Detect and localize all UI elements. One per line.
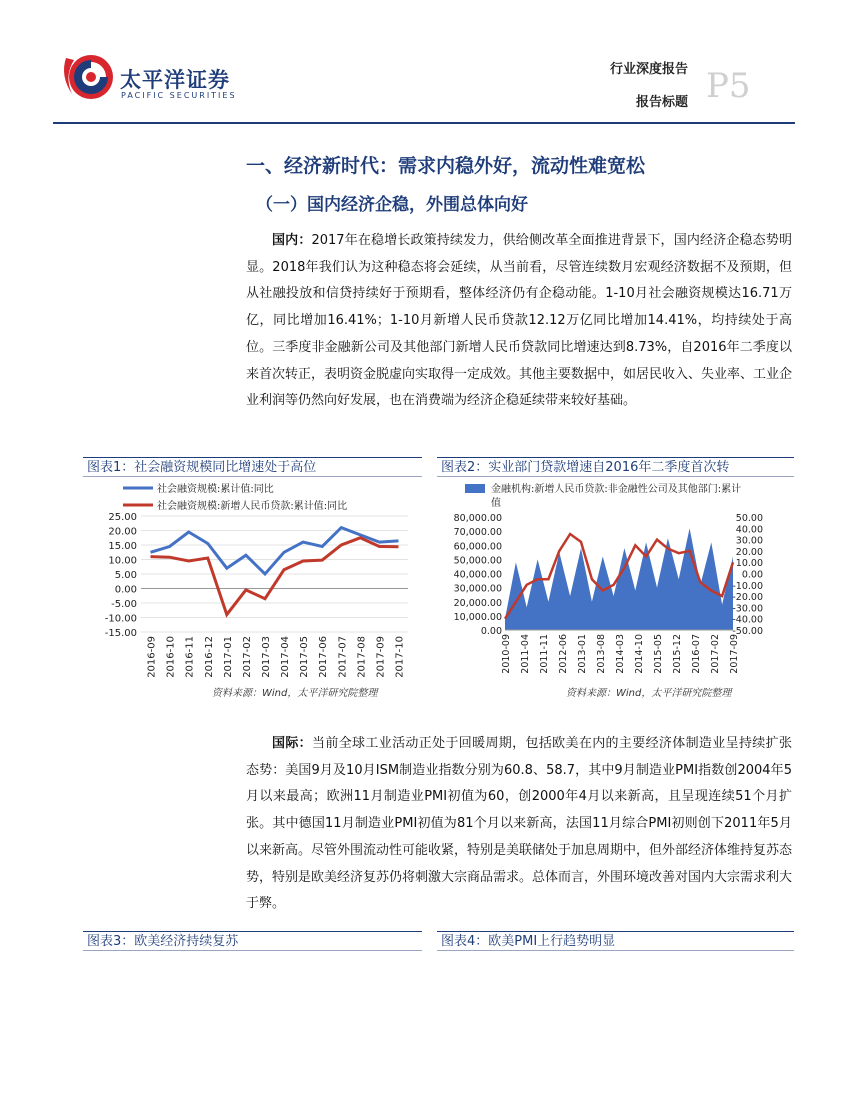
x-tick-label: 2015-05 — [653, 634, 664, 674]
chart1 — [83, 478, 422, 698]
y-tick-label: 15.00 — [108, 541, 137, 552]
y-right-tick-label: 20.00 — [735, 546, 763, 558]
paragraph-lead: 国内： — [272, 233, 312, 248]
y-left-tick-label: 50,000.00 — [453, 555, 502, 567]
x-tick-label: 2017-08 — [356, 636, 368, 678]
chart1-source: 资料来源：Wind，太平洋研究院整理 — [212, 688, 378, 699]
y-left-tick-label: 70,000.00 — [453, 527, 502, 539]
paragraph-international — [246, 731, 792, 918]
x-tick-label: 2016-09 — [146, 636, 158, 678]
y-left-tick-label: 10,000.00 — [453, 611, 502, 623]
y-right-tick-label: 10.00 — [735, 558, 763, 570]
x-tick-label: 2017-03 — [260, 636, 272, 678]
y-right-tick-label: 40.00 — [735, 524, 763, 536]
y-left-tick-label: 80,000.00 — [453, 513, 502, 524]
y-right-tick-label: -30.00 — [732, 603, 763, 615]
x-tick-label: 2016-10 — [165, 636, 177, 678]
x-tick-label: 2011-04 — [520, 634, 531, 674]
y-tick-label: 25.00 — [108, 512, 137, 523]
x-tick-label: 2013-08 — [596, 634, 607, 674]
x-tick-label: 2017-09 — [729, 634, 740, 674]
chart2 — [437, 478, 794, 698]
y-tick-label: 5.00 — [114, 570, 137, 581]
x-tick-label: 2013-01 — [577, 634, 588, 674]
x-tick-label: 2016-11 — [184, 636, 196, 678]
x-tick-label: 2017-01 — [222, 636, 234, 678]
chart1-title: 图表1：社会融资规模同比增速处于高位 — [83, 457, 422, 477]
x-tick-label: 2017-09 — [375, 636, 387, 678]
y-right-tick-label: -10.00 — [732, 580, 763, 592]
x-tick-label: 2016-12 — [203, 636, 215, 678]
x-tick-label: 2017-07 — [337, 636, 349, 678]
y-right-tick-label: 0.00 — [741, 569, 763, 581]
paragraph-text: 当前全球工业活动正处于回暖周期，包括欧美在内的主要经济体制造业呈持续扩张态势：美国9月及10月ISM制造业指数分别为60.8、58.7，其中9月制造业PMI指数创2004年5月以来最高；欧洲11月制造业PMI初值为60，创2000年4月以来新高，且呈现连续51个月扩张。其中德国11月制造业PMI初值为81个月以来新高，法国11月综合PMI初则创下2011年5月以来新高。尽管外围流动性可能收紧，特别是美联储处于加息周期中，但外部经济体维持复苏态势，特别是欧美经济复苏仍将刺激大宗商品需求。总体而言，外围环境改善对国内大宗需求利大于弊。 — [246, 736, 793, 912]
y-tick-label: -5.00 — [111, 599, 137, 610]
report-title: 报告标题 — [635, 95, 688, 110]
y-right-tick-label: 50.00 — [735, 513, 763, 524]
x-tick-label: 2015-12 — [672, 634, 683, 674]
y-tick-label: 10.00 — [108, 555, 137, 567]
legend-swatch-area — [465, 484, 485, 493]
paragraph-domestic — [246, 228, 792, 415]
y-left-tick-label: 30,000.00 — [453, 583, 502, 595]
report-type: 行业深度报告 — [609, 62, 688, 77]
company-name-en: PACIFIC SECURITIES — [121, 91, 237, 100]
chart3-title: 图表3：欧美经济持续复苏 — [83, 931, 422, 951]
y-left-tick-label: 0.00 — [480, 626, 502, 637]
x-tick-label: 2017-02 — [241, 636, 253, 678]
legend-label: 社会融资规模:累计值:同比 — [157, 484, 274, 495]
logo-mark-icon — [58, 46, 116, 106]
x-tick-label: 2011-11 — [539, 634, 550, 674]
header-divider — [53, 122, 795, 124]
y-tick-label: -15.00 — [104, 628, 137, 639]
subsection-heading: （一）国内经济企稳，外围总体向好 — [256, 195, 528, 215]
x-tick-label: 2014-03 — [615, 634, 626, 674]
company-logo — [58, 46, 116, 106]
y-right-tick-label: -20.00 — [732, 592, 763, 604]
paragraph-lead: 国际： — [272, 736, 313, 751]
legend-label: 社会融资规模:新增人民币贷款:累计值:同比 — [157, 501, 348, 512]
page-number: P5 — [706, 66, 751, 106]
series-line-blue — [151, 528, 399, 574]
chart2-title: 图表2：实业部门贷款增速自2016年二季度首次转 — [437, 457, 794, 477]
y-right-tick-label: -50.00 — [732, 626, 763, 637]
y-left-tick-label: 60,000.00 — [453, 541, 502, 553]
y-right-tick-label: 30.00 — [735, 535, 763, 547]
y-left-tick-label: 20,000.00 — [453, 597, 502, 609]
x-tick-label: 2017-02 — [710, 634, 721, 674]
x-tick-label: 2017-04 — [280, 636, 292, 678]
company-name-cn: 太平洋证券 — [120, 68, 230, 92]
x-tick-label: 2010-09 — [501, 634, 512, 674]
x-tick-label: 2014-10 — [634, 634, 645, 674]
x-tick-label: 2012-06 — [558, 634, 569, 674]
y-tick-label: 20.00 — [108, 526, 137, 538]
section-heading: 一、经济新时代：需求内稳外好，流动性难宽松 — [246, 155, 646, 177]
x-tick-label: 2017-10 — [394, 636, 406, 678]
y-tick-label: -10.00 — [104, 613, 137, 625]
paragraph-text: 2017年在稳增长政策持续发力，供给侧改革全面推进背景下，国内经济企稳态势明显。2018年我们认为这种稳态将会延续，从当前看，尽管连续数月宏观经济数据不及预期，但从社融投放和信贷持续好于预期看，整体经济仍有企稳动能。1-10月社会融资规模达16.71万亿，同比增加16.41%；1-10月新增人民币贷款12.12万亿同比增加14.41%，均持续处于高位。三季度非金融新公司及其他部门新增人民币贷款同比增速达到8.73%，自2016年二季度以来首次转正，表明资金脱虚向实取得一定成效。其他主要数据中，如居民收入、失业率、工业企业利润等仍然向好发展，也在消费端为经济企稳延续带来较好基础。 — [246, 233, 793, 409]
y-right-tick-label: -40.00 — [732, 614, 763, 626]
y-tick-label: 0.00 — [114, 584, 137, 596]
x-tick-label: 2017-05 — [299, 636, 311, 678]
legend-label: 金融机构:新增人民币贷款:非金融性公司及其他部门:累计 — [491, 484, 742, 495]
legend-label: 值 — [491, 498, 501, 509]
chart2-source: 资料来源：Wind，太平洋研究院整理 — [566, 688, 732, 699]
y-left-tick-label: 40,000.00 — [453, 569, 502, 581]
x-tick-label: 2017-06 — [318, 636, 330, 678]
chart4-title: 图表4：欧美PMI上行趋势明显 — [437, 931, 794, 951]
x-tick-label: 2016-07 — [691, 634, 702, 674]
